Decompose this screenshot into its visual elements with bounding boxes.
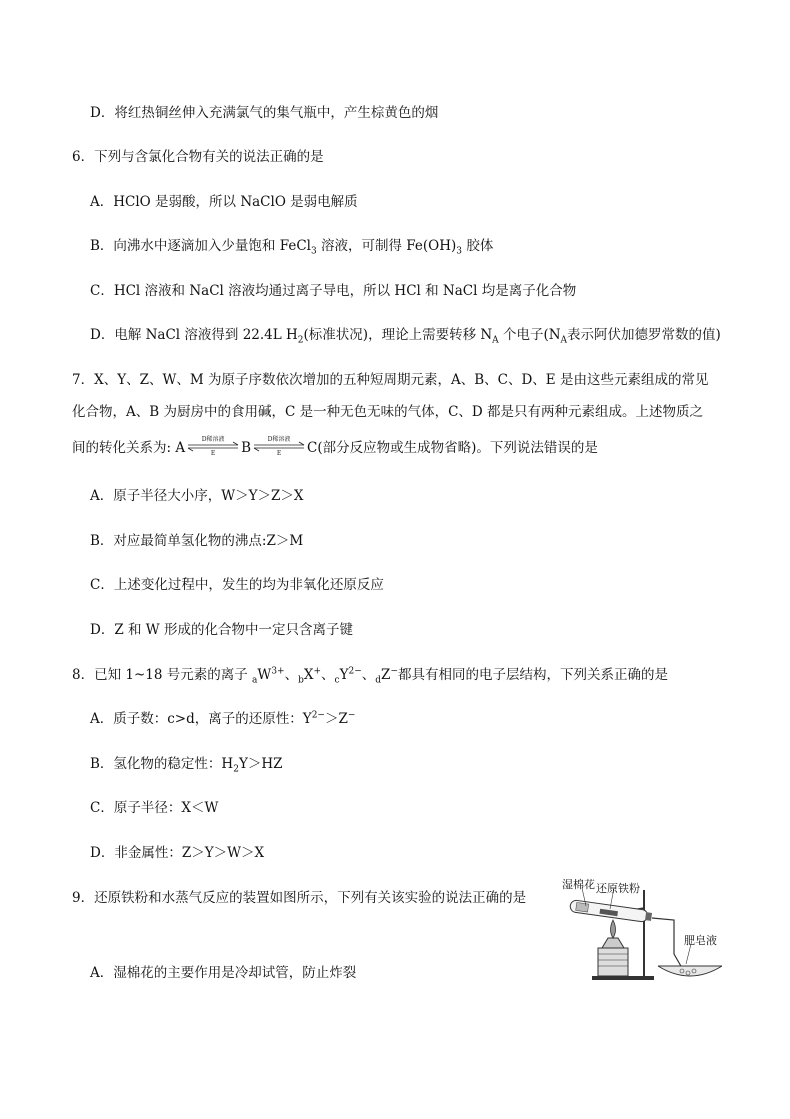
superscript: −	[390, 666, 398, 677]
text: 都具有相同的电子层结构，下列关系正确的是	[397, 667, 668, 683]
q7-stem-line3	[72, 436, 598, 457]
text: 个电子(N	[498, 327, 561, 343]
separator: 、	[284, 667, 299, 683]
arrow-top-label: D稀溶液	[267, 436, 291, 443]
label-soap-solution: 肥皂液	[684, 934, 717, 947]
text: Y＞HZ	[238, 756, 283, 772]
subscript: d	[375, 675, 382, 686]
text: C(部分反应物或生成物省略)。下列说法错误的是	[307, 440, 598, 456]
superscript: 3+	[271, 666, 285, 677]
arrow-bottom-label: E	[210, 450, 216, 457]
q7-option-d: D．Z 和 W 形成的化合物中一定只含离子键	[90, 622, 353, 638]
text: 胶体	[462, 238, 494, 254]
q8-option-b	[90, 755, 283, 773]
q7-option-a: A．原子半径大小序，W＞Y＞Z＞X	[90, 488, 304, 504]
superscript: 2−	[348, 666, 362, 677]
text: B．向沸水中逐滴加入少量饱和 FeCl	[90, 238, 311, 254]
subscript: a	[252, 675, 258, 686]
arrow-bottom-label: E	[276, 450, 282, 457]
subscript: 3	[310, 246, 317, 257]
label-iron-powder: 还原铁粉	[596, 882, 640, 895]
q6-stem: 6．下列与含氯化合物有关的说法正确的是	[72, 149, 324, 165]
ion: Y	[339, 667, 349, 683]
separator: 、	[361, 667, 376, 683]
q8-option-c: C．原子半径：X＜W	[90, 800, 219, 816]
q6-option-d	[90, 326, 721, 344]
q6-option-c: C．HCl 溶液和 NaCl 溶液均通过离子导电，所以 HCl 和 NaCl 均是离子化合物	[90, 283, 577, 299]
superscript: 2−	[311, 710, 325, 721]
superscript: −	[347, 710, 356, 721]
q9-stem: 9．还原铁粉和水蒸气反应的装置如图所示，下列有关该实验的说法正确的是	[72, 890, 527, 906]
text: 溶液，可制得 Fe(OH)	[316, 238, 457, 254]
q8-stem	[72, 666, 668, 684]
text: 间的转化关系为: A	[72, 440, 186, 456]
text: B．氢化物的稳定性：H	[90, 756, 234, 772]
text: 8．已知 1~18 号元素的离子	[72, 667, 253, 683]
text: 表示阿伏加德罗常数的值)	[567, 327, 721, 343]
q7-option-c: C．上述变化过程中，发生的均为非氧化还原反应	[90, 577, 384, 593]
q6-option-a: A．HClO 是弱酸，所以 NaClO 是弱电解质	[90, 194, 358, 210]
subscript: 2	[297, 335, 304, 346]
text: (标准状况)，理论上需要转移 N	[303, 327, 493, 343]
text: B	[241, 440, 252, 456]
iron-steam-apparatus-figure	[562, 876, 732, 986]
arrow-top-label: D稀溶液	[201, 436, 225, 443]
q7-stem-line2: 化合物，A、B 为厨房中的食用碱，C 是一种无色无味的气体，C、D 都是只有两种元素组成。上述物质之	[72, 404, 704, 420]
text: D．电解 NaCl 溶液得到 22.4L H	[90, 327, 298, 343]
subscript: A	[492, 335, 499, 346]
reversible-arrow-1	[186, 436, 240, 457]
subscript: b	[298, 675, 304, 686]
label-wet-cotton: 湿棉花	[562, 878, 595, 891]
ion: Z	[381, 667, 391, 683]
superscript: +	[313, 666, 322, 677]
text: ＞Z	[324, 711, 348, 727]
ion: X	[303, 667, 314, 683]
reversible-arrow-2	[252, 436, 306, 457]
ion: W	[257, 667, 272, 683]
q9-option-a: A．湿棉花的主要作用是冷却试管，防止炸裂	[90, 965, 357, 981]
text: A．质子数：c>d，离子的还原性：Y	[90, 711, 312, 727]
q7-option-b: B．对应最简单氢化物的沸点:Z＞M	[90, 533, 304, 549]
q7-stem-line1: 7．X、Y、Z、W、M 为原子序数依次增加的五种短周期元素，A、B、C、D、E 是由这些元素组成的常见	[72, 372, 709, 388]
subscript: c	[334, 675, 340, 686]
q8-option-a	[90, 710, 355, 728]
q8-option-d: D．非金属性：Z＞Y＞W＞X	[90, 845, 265, 861]
q5-option-d: D．将红热铜丝伸入充满氯气的集气瓶中，产生棕黄色的烟	[90, 105, 439, 121]
apparatus-diagram	[562, 876, 732, 986]
subscript: 3	[456, 246, 463, 257]
separator: 、	[321, 667, 335, 683]
subscript: 2	[233, 764, 239, 775]
subscript: A	[560, 335, 568, 346]
q6-option-b	[90, 237, 493, 255]
